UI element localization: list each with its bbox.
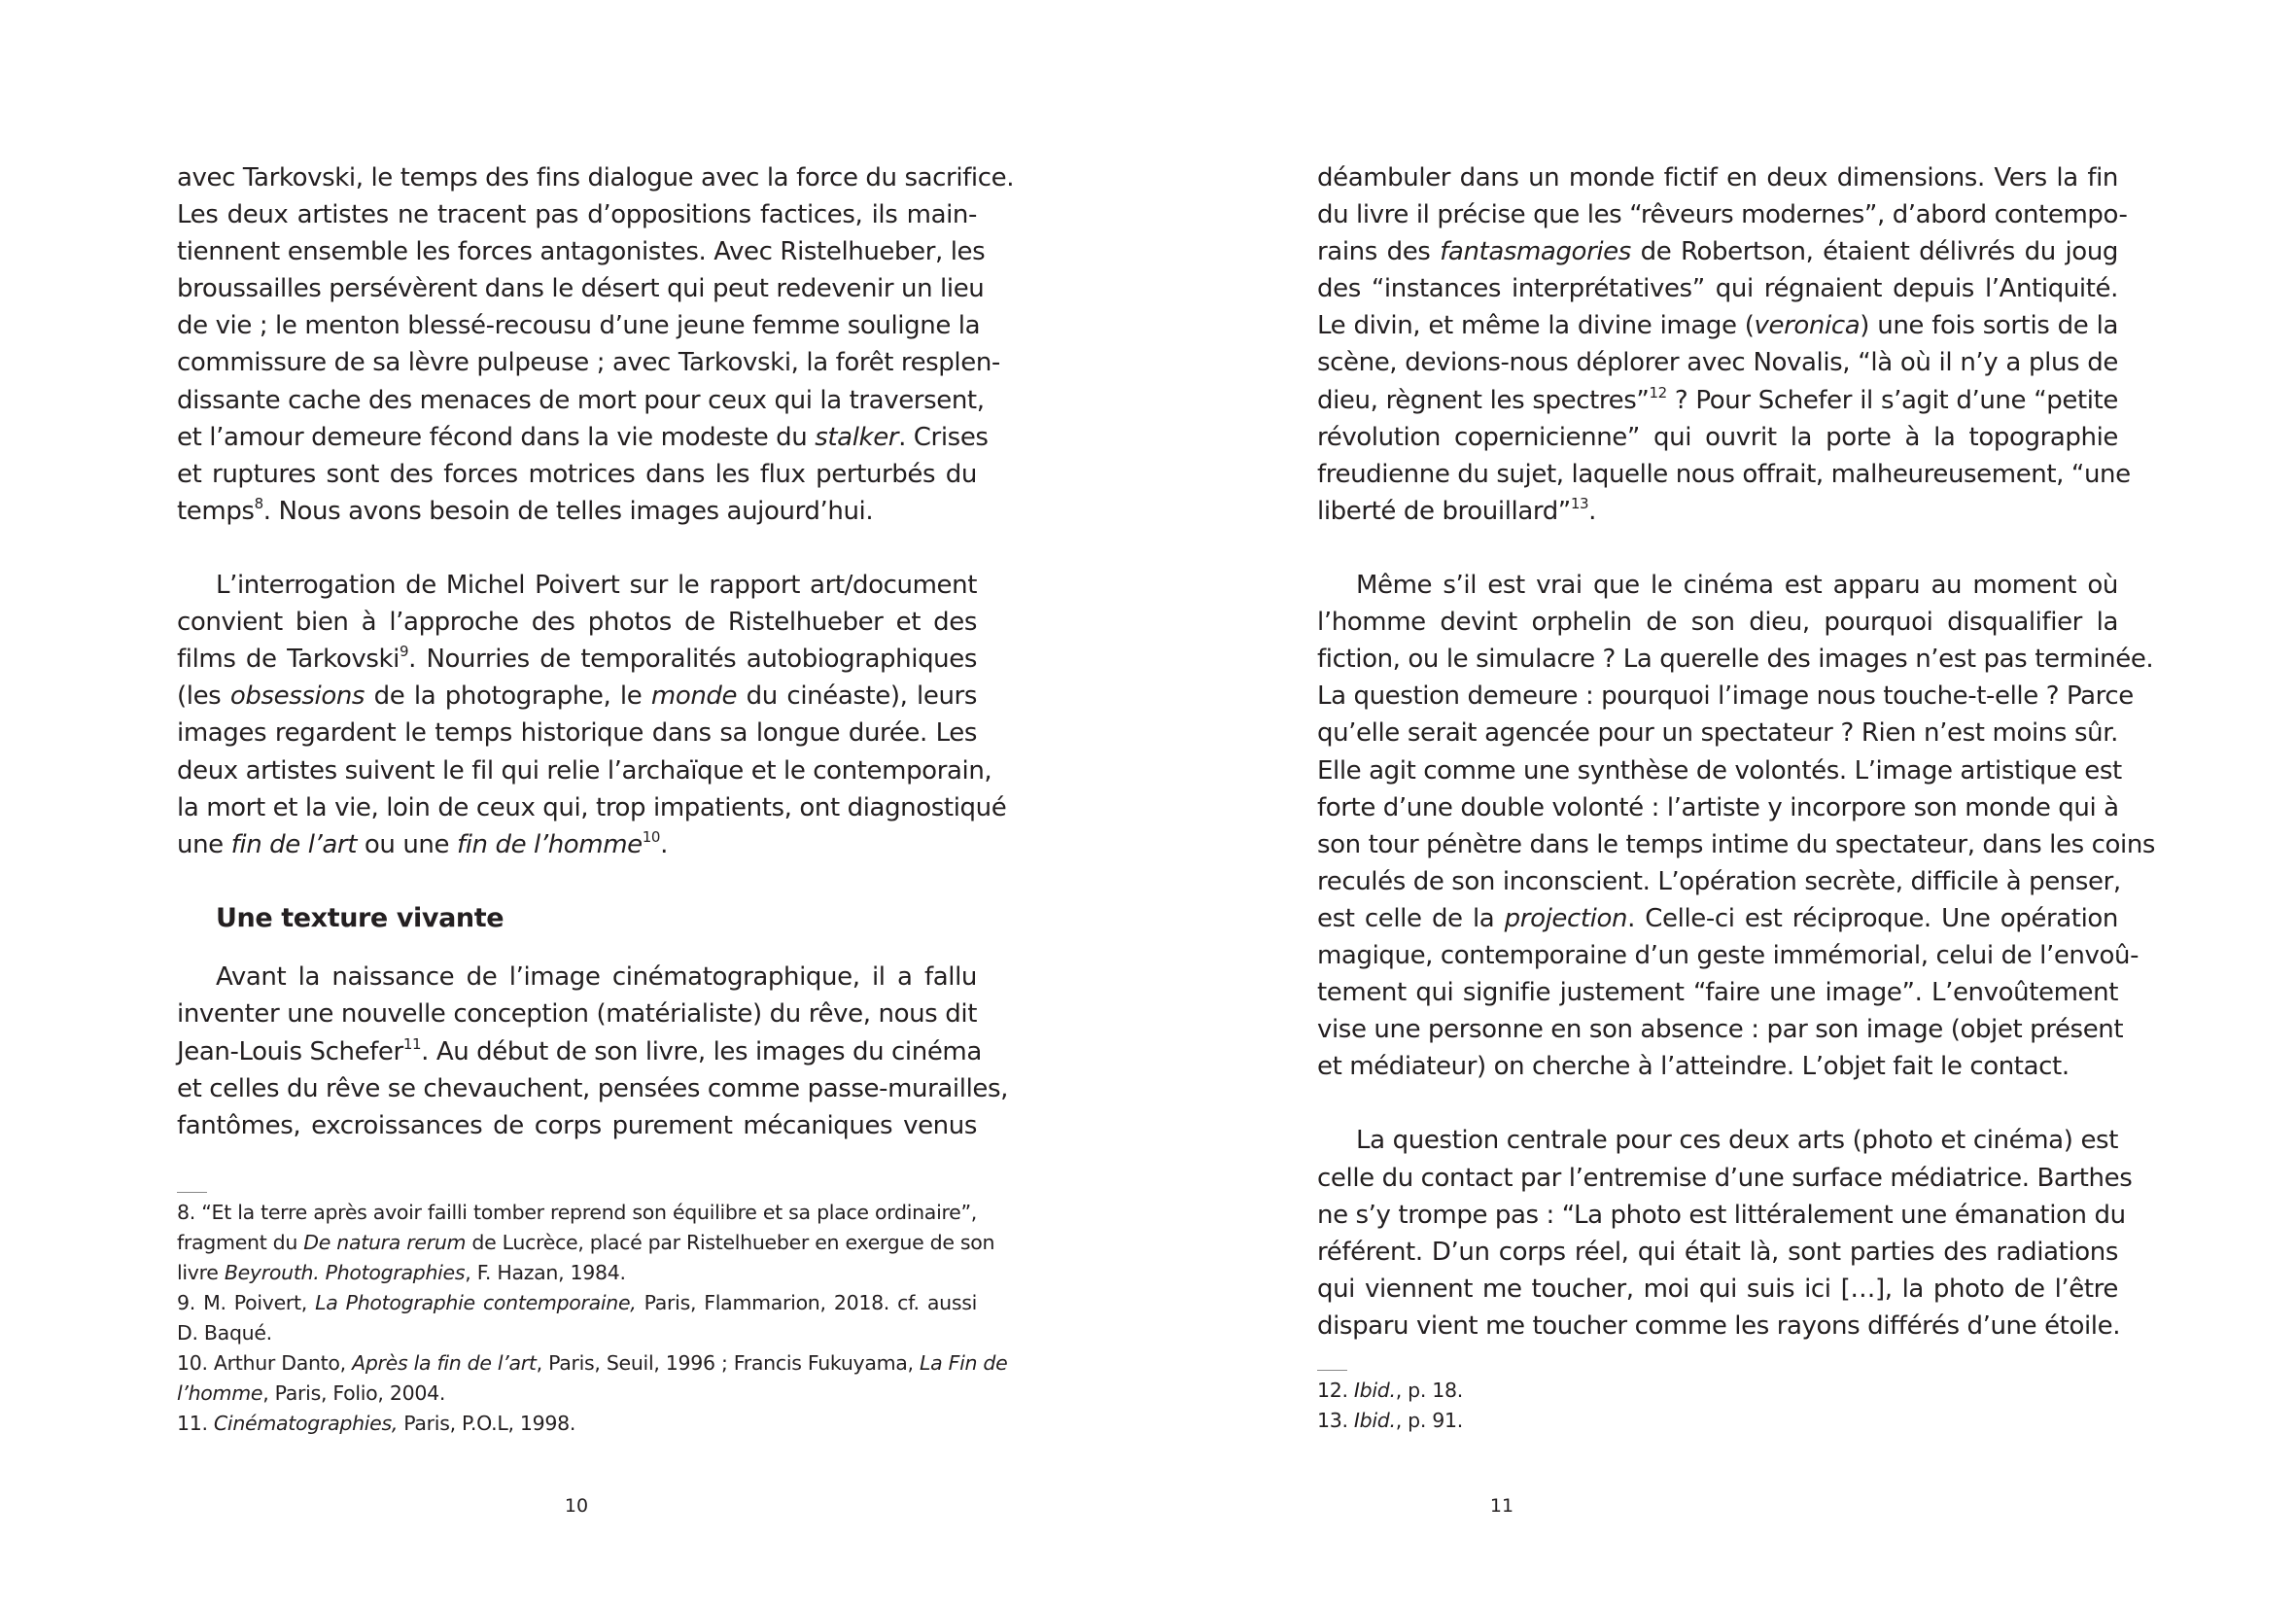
text-line: fiction, ou le simulacre ? La querelle des images n’est pas terminée. [1317, 645, 2154, 675]
footnote-line: 10. Arthur Danto, Après la fin de l’art, Paris, Seuil, 1996 ; Francis Fukuyama, La Fin de [177, 1351, 1008, 1375]
text-line: L’interrogation de Michel Poivert sur le rapport art/document [216, 571, 977, 601]
text-line: deux artistes suivent le fil qui relie l’archaïque et le contemporain, [177, 755, 992, 786]
footnote-10 [177, 1348, 1008, 1409]
text-line: Avant la naissance de l’image cinématographique, il a fallu [216, 962, 977, 993]
italic-term: obsessions [229, 681, 365, 712]
text-line: l’homme devint orphelin de son dieu, pourquoi disqualifier la [1317, 608, 2118, 638]
footnote-line: 13. Ibid., p. 91. [1317, 1409, 1463, 1432]
text-line: inventer une nouvelle conception (matérialiste) du rêve, nous dit [177, 999, 977, 1030]
footnote-13 [1317, 1406, 2118, 1436]
footnote-ref-11[interactable]: 11 [402, 1034, 422, 1053]
text-line: broussailles persévèrent dans le désert qui peut redevenir un lieu [177, 274, 985, 304]
text-line: liberté de brouillard”$^{13}$. [1317, 494, 1597, 526]
text-line: de vie ; le menton blessé-recousu d’une jeune femme souligne la [177, 311, 981, 341]
footnote-ref-9[interactable]: 9 [399, 643, 409, 661]
italic-term: veronica [1754, 311, 1861, 341]
text-line: films de Tarkovski$^9$. Nourries de temporalités autobiographiques [177, 643, 977, 675]
text-line: (les obsessions de la photographe, le monde du cinéaste), leurs [177, 681, 977, 712]
italic-term: fin de l’art [230, 829, 358, 859]
footnote-11 [177, 1409, 977, 1439]
text-line: des “instances interprétatives” qui régnaient depuis l’Antiquité. [1317, 274, 2118, 304]
footnote-8 [177, 1198, 995, 1288]
page-number: 11 [1489, 1495, 1514, 1517]
footnote-9 [177, 1288, 977, 1348]
text-line: et ruptures sont des forces motrices dans les flux perturbés du [177, 459, 977, 489]
text-line: avec Tarkovski, le temps des fins dialogue avec la force du sacrifice. [177, 163, 1015, 192]
text-line: tement qui signifie justement “faire une image”. L’envoûtement [1317, 978, 2118, 1008]
text-line: images regardent le temps historique dans sa longue durée. Les [177, 718, 977, 749]
italic-term: projection [1504, 903, 1628, 933]
footnote-line: fragment du De natura rerum de Lucrèce, placé par Ristelhueber en exergue de son [177, 1231, 995, 1254]
text-line: son tour pénètre dans le temps intime du spectateur, dans les coins [1317, 829, 2156, 859]
text-line: et celles du rêve se chevauchent, pensées comme passe-murailles, [177, 1073, 1009, 1103]
right-page [1148, 0, 2296, 1607]
text-line: reculés de son inconscient. L’opération secrète, difficile à penser, [1317, 866, 2121, 896]
footnote-line: l’homme, Paris, Folio, 2004. [177, 1381, 446, 1405]
text-line: dieu, règnent les spectres”$^{12}$ ? Pour Schefer il s’agit d’une “petite [1317, 383, 2118, 415]
text-line: une fin de l’art ou une fin de l’homme$^{10}$. [177, 827, 668, 859]
footnote-ref-8[interactable]: 8 [254, 494, 263, 512]
text-line: disparu vient me toucher comme les rayons différés d’une étoile. [1317, 1310, 2121, 1341]
footnote-line: 12. Ibid., p. 18. [1317, 1379, 1463, 1402]
text-line: dissante cache des menaces de mort pour ceux qui la traversent, [177, 385, 985, 415]
italic-term: stalker [815, 422, 899, 452]
footnote-12 [1317, 1376, 2118, 1406]
left-footnotes [177, 1192, 1008, 1439]
footnote-ref-13[interactable]: 13 [1570, 494, 1589, 512]
text-line: commissure de sa lèvre pulpeuse ; avec Tarkovski, la forêt resplen- [177, 348, 1000, 378]
paragraph [1317, 159, 2131, 530]
right-footnotes [1317, 1370, 2118, 1436]
text-line: vise une personne en son absence : par son image (objet présent [1317, 1015, 2124, 1045]
italic-term: monde [650, 681, 738, 712]
paragraph [177, 959, 1009, 1143]
paragraph [177, 159, 1015, 530]
section-heading: Une texture vivante [216, 902, 504, 933]
text-line: fantômes, excroissances de corps purement mécaniques venus [177, 1110, 977, 1140]
text-line: déambuler dans un monde fictif en deux dimensions. Vers la fin [1317, 163, 2118, 192]
text-line: et médiateur) on cherche à l’atteindre. L’objet fait le contact. [1317, 1052, 2070, 1082]
footnote-separator [1317, 1370, 1347, 1371]
right-page-body [1317, 159, 2156, 1381]
text-line: ne s’y trompe pas : “La photo est littéralement une émanation du [1317, 1200, 2126, 1230]
text-line: rains des fantasmagories de Robertson, étaient délivrés du joug [1317, 237, 2118, 267]
text-line: révolution copernicienne” qui ouvrit la porte à la topographie [1317, 422, 2118, 452]
text-line: Le divin, et même la divine image (veronica) une fois sortis de la [1317, 311, 2118, 341]
text-line: temps$^8$. Nous avons besoin de telles images aujourd’hui. [177, 494, 874, 526]
text-line: la mort et la vie, loin de ceux qui, trop impatients, ont diagnostiqué [177, 792, 1007, 822]
text-line: La question demeure : pourquoi l’image nous touche-t-elle ? Parce [1317, 681, 2134, 712]
footnote-ref-10[interactable]: 10 [642, 827, 661, 846]
text-line: La question centrale pour ces deux arts (photo et cinéma) est [1356, 1126, 2118, 1156]
footnote-line: D. Baqué. [177, 1321, 272, 1345]
text-line: Elle agit comme une synthèse de volontés. L’image artistique est [1317, 755, 2122, 786]
left-page-body [177, 159, 1015, 1181]
text-line: freudienne du sujet, laquelle nous offrait, malheureusement, “une [1317, 459, 2131, 489]
paragraph [1317, 1122, 2133, 1345]
text-line: magique, contemporaine d’un geste immémorial, celui de l’envoû- [1317, 940, 2139, 970]
text-line: du livre il précise que les “rêveurs modernes”, d’abord contempo- [1317, 200, 2128, 230]
footnote-line: 11. Cinématographies, Paris, P.O.L, 1998. [177, 1412, 576, 1435]
text-line: qui viennent me toucher, moi qui suis ici […], la photo de l’être [1317, 1274, 2118, 1304]
paragraph [1317, 567, 2156, 1085]
page-number: 10 [564, 1495, 589, 1517]
footnote-line: 9. M. Poivert, La Photographie contemporaine, Paris, Flammarion, 2018. cf. aussi [177, 1291, 977, 1314]
footnote-ref-12[interactable]: 12 [1649, 383, 1667, 402]
text-line: est celle de la projection. Celle-ci est réciproque. Une opération [1317, 903, 2118, 933]
footnote-line: livre Beyrouth. Photographies, F. Hazan, 1984. [177, 1261, 626, 1284]
italic-term: fin de l’homme [456, 829, 643, 859]
text-line: Même s’il est vrai que le cinéma est apparu au moment où [1356, 571, 2118, 601]
text-line: référent. D’un corps réel, qui était là, sont parties des radiations [1317, 1237, 2118, 1267]
text-line: Jean-Louis Schefer$^{11}$. Au début de son livre, les images du cinéma [177, 1034, 982, 1066]
italic-term: fantasmagories [1440, 237, 1631, 267]
text-line: convient bien à l’approche des photos de Ristelhueber et des [177, 608, 977, 638]
text-line: celle du contact par l’entremise d’une surface médiatrice. Barthes [1317, 1163, 2133, 1193]
paragraph [177, 567, 1007, 863]
text-line: forte d’une double volonté : l’artiste y incorpore son monde qui à [1317, 792, 2119, 822]
footnote-line: 8. “Et la terre après avoir failli tomber reprend son équilibre et sa place ordinaire”, [177, 1201, 977, 1224]
text-line: tiennent ensemble les forces antagonistes. Avec Ristelhueber, les [177, 237, 986, 267]
text-line: scène, devions-nous déplorer avec Novalis, “là où il n’y a plus de [1317, 348, 2118, 378]
footnote-separator [177, 1192, 207, 1193]
text-line: Les deux artistes ne tracent pas d’oppositions factices, ils main- [177, 200, 977, 230]
text-line: qu’elle serait agencée pour un spectateur ? Rien n’est moins sûr. [1317, 718, 2118, 749]
text-line: et l’amour demeure fécond dans la vie modeste du stalker. Crises [177, 422, 989, 452]
